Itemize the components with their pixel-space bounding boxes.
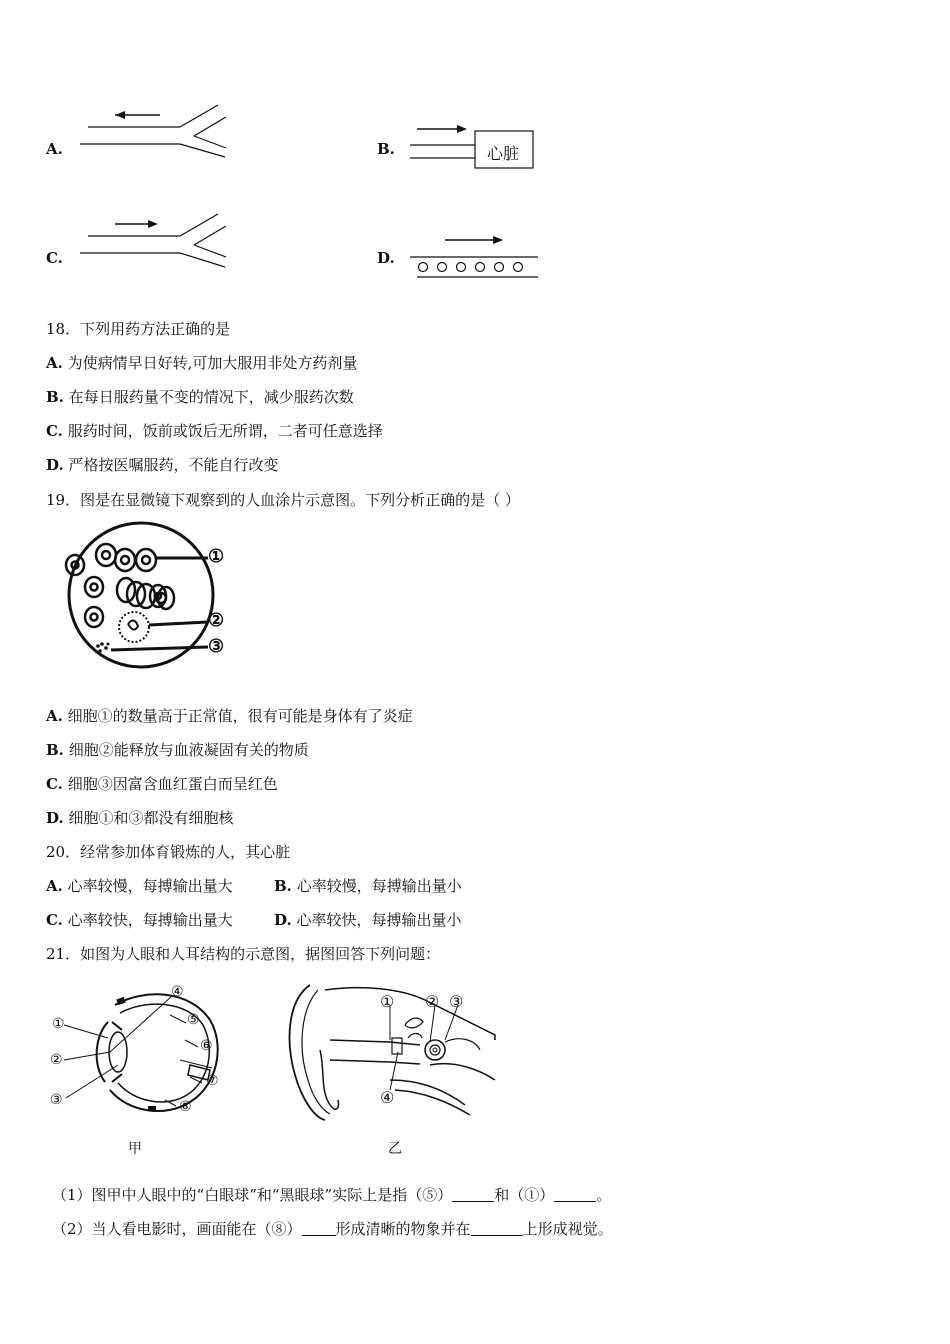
q18-option-a: A. 为使病情早日好转,可加大服用非处方药剂量 bbox=[46, 354, 358, 372]
q20-option-c: C. 心率较快，每搏输出量大 bbox=[46, 911, 233, 929]
eye-label-6: ⑥ bbox=[200, 1038, 213, 1054]
q20-stem: 20．经常参加体育锻炼的人，其心脏 bbox=[46, 843, 291, 861]
blood-label-2: ② bbox=[208, 610, 225, 631]
q19-option-b: B. 细胞②能释放与血液凝固有关的物质 bbox=[46, 741, 309, 759]
eye-label-7: ⑦ bbox=[206, 1073, 219, 1089]
q18-option-b: B. 在每日服药量不变的情况下，减少服药次数 bbox=[46, 388, 354, 406]
eye-label-4: ④ bbox=[171, 984, 184, 1000]
q19-stem: 19．图是在显微镜下观察到的人血涂片示意图。下列分析正确的是（ ） bbox=[46, 491, 520, 509]
q21-sub2-blank-1[interactable] bbox=[302, 1220, 336, 1236]
q17-heart-box-label: 心脏 bbox=[487, 144, 520, 163]
q21-sub1: （1）图甲中人眼中的“白眼球”和“黑眼球”实际上是指（⑤） 和（①） 。 bbox=[52, 1186, 612, 1204]
blood-smear-figure bbox=[46, 520, 256, 670]
q17-diagram-d bbox=[405, 230, 545, 280]
blood-label-3: ③ bbox=[208, 636, 225, 657]
q21-sub2: （2）当人看电影时，画面能在（⑧） 形成清晰的物象并在 上形成视觉。 bbox=[52, 1220, 613, 1238]
q17-diagram-b bbox=[405, 120, 545, 175]
q17-option-a-label: A. bbox=[46, 140, 63, 158]
eye-diagram bbox=[40, 980, 240, 1130]
q21-sub2-blank-2[interactable] bbox=[471, 1220, 523, 1236]
q18-stem: 18．下列用药方法正确的是 bbox=[46, 320, 231, 338]
q21-sub1-blank-2[interactable] bbox=[554, 1186, 596, 1202]
blood-label-1: ① bbox=[208, 546, 225, 567]
q19-option-d: D. 细胞①和③都没有细胞核 bbox=[46, 809, 234, 827]
eye-label-2: ② bbox=[50, 1052, 63, 1068]
eye-label-3: ③ bbox=[50, 1092, 63, 1108]
q20-option-b: B. 心率较慢，每搏输出量小 bbox=[274, 877, 462, 895]
q17-option-b-label: B. bbox=[377, 140, 395, 158]
q18-option-d: D. 严格按医嘱服药，不能自行改变 bbox=[46, 456, 279, 474]
q20-option-a: A. 心率较慢，每搏输出量大 bbox=[46, 877, 233, 895]
eye-label-1: ① bbox=[52, 1016, 65, 1032]
eye-label-5: ⑤ bbox=[187, 1012, 200, 1028]
q17-diagram-a bbox=[70, 100, 240, 165]
ear-label-1: ① bbox=[380, 992, 395, 1011]
q19-option-c: C. 细胞③因富含血红蛋白而呈红色 bbox=[46, 775, 278, 793]
ear-caption: 乙 bbox=[388, 1141, 402, 1157]
ear-label-4: ④ bbox=[380, 1088, 395, 1107]
q19-option-a: A. 细胞①的数量高于正常值，很有可能是身体有了炎症 bbox=[46, 707, 413, 725]
ear-label-2: ② bbox=[425, 992, 440, 1011]
ear-label-3: ③ bbox=[449, 992, 464, 1011]
q17-option-d-label: D. bbox=[377, 249, 395, 267]
eye-label-8: ⑧ bbox=[179, 1099, 192, 1115]
q17-option-c-label: C. bbox=[46, 249, 63, 267]
q21-sub1-blank-1[interactable] bbox=[452, 1186, 494, 1202]
q18-option-c: C. 服药时间，饭前或饭后无所谓，二者可任意选择 bbox=[46, 422, 383, 440]
q20-option-d: D. 心率较快，每搏输出量小 bbox=[274, 911, 462, 929]
q21-stem: 21．如图为人眼和人耳结构的示意图，据图回答下列问题： bbox=[46, 945, 441, 963]
q17-diagram-c bbox=[70, 210, 240, 275]
eye-caption: 甲 bbox=[128, 1141, 142, 1157]
